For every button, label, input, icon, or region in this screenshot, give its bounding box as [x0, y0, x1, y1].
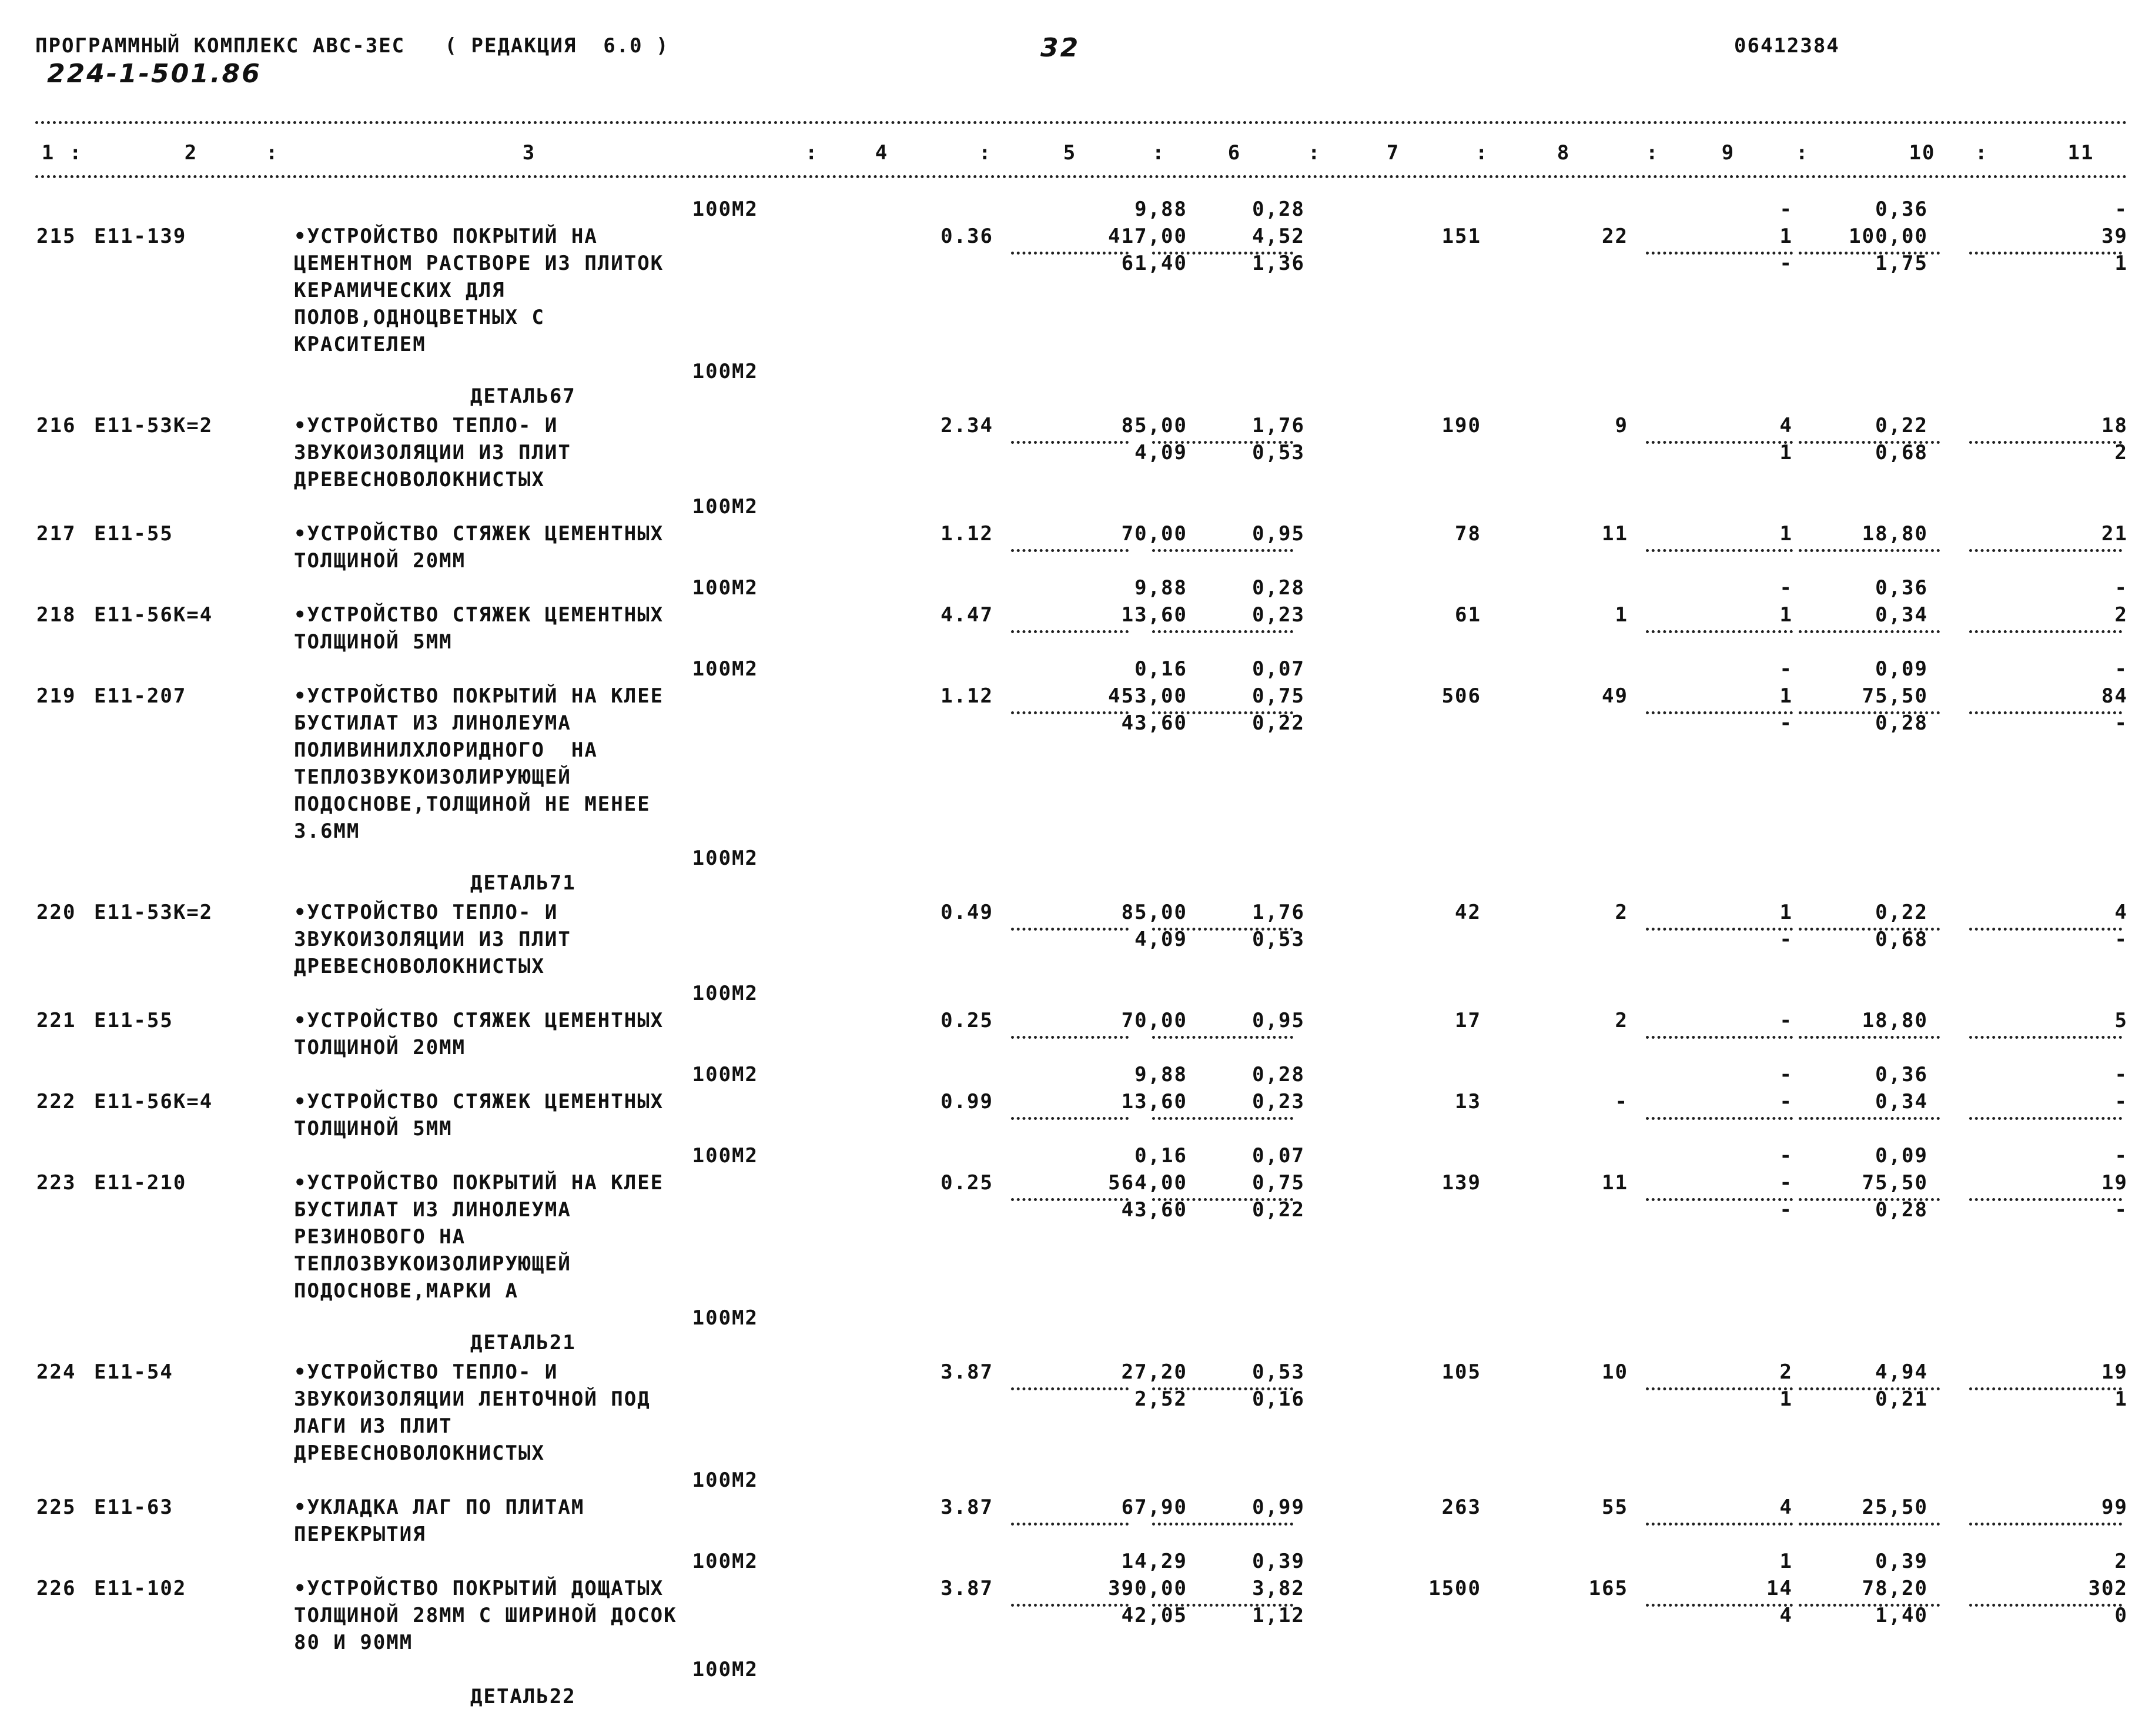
work-description: •УСТРОЙСТВО СТЯЖЕК ЦЕМЕНТНЫХ	[294, 1009, 664, 1032]
work-description: ЦЕМЕНТНОМ РАСТВОРЕ ИЗ ПЛИТОК	[294, 252, 664, 275]
dashed-separator	[1799, 549, 1940, 552]
work-description: ПОДОСНОВЕ,МАРКИ А	[294, 1279, 518, 1303]
norm-code: Е11-139	[94, 225, 187, 248]
col10-value: 75,50	[1862, 1171, 1928, 1195]
col11-top-value: 2	[2114, 1550, 2128, 1573]
work-description: ЛАГИ ИЗ ПЛИТ	[294, 1414, 453, 1438]
work-description: ТОЛЩИНОЙ 5ММ	[294, 630, 453, 654]
col5-bottom-value: 4,09	[1134, 441, 1187, 464]
column-separator: :	[979, 141, 992, 165]
col11-value: 5	[2114, 1009, 2128, 1032]
norm-code: Е11-210	[94, 1171, 187, 1195]
norm-code: Е11-54	[94, 1360, 173, 1384]
work-description: ДРЕВЕСНОВОЛОКНИСТЫХ	[294, 468, 545, 491]
work-description: ТЕПЛОЗВУКОИЗОЛИРУЮЩЕЙ	[294, 765, 571, 789]
quantity: 0.49	[941, 901, 993, 924]
col6-bottom-value: 0,16	[1252, 1387, 1305, 1411]
col9-value: 1	[1779, 901, 1793, 924]
col5-top-value: 9,88	[1134, 1063, 1187, 1086]
column-separator: :	[1646, 141, 1659, 165]
work-description: ТОЛЩИНОЙ 20ММ	[294, 549, 466, 573]
col6-value: 0,95	[1252, 522, 1305, 546]
col9-value: 1	[1779, 684, 1793, 708]
work-description: •УСТРОЙСТВО ПОКРЫТИЙ НА КЛЕЕ	[294, 1171, 664, 1195]
col5-value: 27,20	[1121, 1360, 1187, 1384]
work-description: ТОЛЩИНОЙ 20ММ	[294, 1036, 466, 1059]
row-unit: 100М2	[692, 1550, 758, 1573]
col9-bottom-value: 1	[1779, 441, 1793, 464]
dashed-separator	[1152, 1036, 1293, 1039]
work-description: •УСТРОЙСТВО ТЕПЛО- И	[294, 1360, 558, 1384]
dashed-separator	[1011, 549, 1129, 552]
col7-total: 139	[1441, 1171, 1481, 1195]
column-separator: :	[805, 141, 819, 165]
quantity: 0.99	[941, 1090, 993, 1113]
col5-bottom-value: 4,09	[1134, 928, 1187, 951]
col9-value: -	[1779, 1171, 1793, 1195]
dashed-separator	[1011, 1036, 1129, 1039]
row-unit: 100М2	[692, 576, 758, 600]
row-number: 220	[36, 901, 76, 924]
dashed-separator	[1152, 549, 1293, 552]
quantity: 0.25	[941, 1009, 993, 1032]
work-description: ЗВУКОИЗОЛЯЦИИ ИЗ ПЛИТ	[294, 928, 571, 951]
work-description: ЗВУКОИЗОЛЯЦИИ ИЗ ПЛИТ	[294, 441, 571, 464]
row-number: 219	[36, 684, 76, 708]
col7-total: 105	[1441, 1360, 1481, 1384]
col9-value: 14	[1766, 1577, 1793, 1600]
row-number: 223	[36, 1171, 76, 1195]
column-header-7: 7	[1386, 141, 1400, 165]
col8-total: 2	[1615, 1009, 1628, 1032]
col11-bottom-value: 0	[2114, 1604, 2128, 1627]
col9-top-value: -	[1779, 1063, 1793, 1086]
column-header-3: 3	[522, 141, 536, 165]
row-number: 226	[36, 1577, 76, 1600]
work-description: ПОЛОВ,ОДНОЦВЕТНЫХ С	[294, 306, 545, 329]
col9-bottom-value: 4	[1779, 1604, 1793, 1627]
col5-value: 417,00	[1108, 225, 1187, 248]
row-unit: 100М2	[692, 1469, 758, 1492]
col9-top-value: 1	[1779, 1550, 1793, 1573]
detail-label: ДЕТАЛЬ71	[470, 871, 576, 895]
norm-code: Е11-102	[94, 1577, 187, 1600]
column-header-6: 6	[1227, 141, 1241, 165]
row-number: 222	[36, 1090, 76, 1113]
col10-top-value: 0,09	[1875, 1144, 1928, 1168]
col11-value: -	[2114, 1090, 2128, 1113]
col7-total: 13	[1455, 1090, 1481, 1113]
col6-value: 1,76	[1252, 414, 1305, 437]
col5-bottom-value: 43,60	[1121, 711, 1187, 735]
col6-value: 0,75	[1252, 1171, 1305, 1195]
col10-bottom-value: 1,75	[1875, 252, 1928, 275]
col11-top-value: -	[2114, 1063, 2128, 1086]
dashed-separator	[1646, 1523, 1793, 1526]
norm-code: Е11-53К=2	[94, 901, 213, 924]
col7-total: 78	[1455, 522, 1481, 546]
col11-value: 19	[2101, 1360, 2128, 1384]
col8-total: 1	[1615, 603, 1628, 627]
work-description: БУСТИЛАТ ИЗ ЛИНОЛЕУМА	[294, 1198, 571, 1222]
col5-value: 70,00	[1121, 522, 1187, 546]
col6-bottom-value: 0,22	[1252, 711, 1305, 735]
work-description: БУСТИЛАТ ИЗ ЛИНОЛЕУМА	[294, 711, 571, 735]
col10-top-value: 0,39	[1875, 1550, 1928, 1573]
col11-top-value: -	[2114, 198, 2128, 221]
quantity: 3.87	[941, 1577, 993, 1600]
column-separator: :	[1152, 141, 1166, 165]
work-description: •УКЛАДКА ЛАГ ПО ПЛИТАМ	[294, 1496, 585, 1519]
col10-value: 0,34	[1875, 1090, 1928, 1113]
dashed-separator	[1969, 1523, 2122, 1526]
dashed-separator	[1799, 1523, 1940, 1526]
col6-value: 0,99	[1252, 1496, 1305, 1519]
col5-value: 67,90	[1121, 1496, 1187, 1519]
dashed-separator	[1646, 549, 1793, 552]
dashed-separator	[1646, 1036, 1793, 1039]
quantity: 1.12	[941, 684, 993, 708]
col6-value: 0,23	[1252, 1090, 1305, 1113]
row-unit: 100М2	[692, 657, 758, 681]
col8-total: 49	[1602, 684, 1628, 708]
col5-top-value: 0,16	[1134, 657, 1187, 681]
col6-value: 0,23	[1252, 603, 1305, 627]
row-unit: 100М2	[692, 495, 758, 519]
col10-bottom-value: 1,40	[1875, 1604, 1928, 1627]
column-header-11: 11	[2067, 141, 2094, 165]
col8-total: 9	[1615, 414, 1628, 437]
col5-bottom-value: 42,05	[1121, 1604, 1187, 1627]
col9-value: -	[1779, 1090, 1793, 1113]
row-unit: 100М2	[692, 982, 758, 1005]
dashed-separator	[1799, 1117, 1940, 1120]
col10-value: 0,34	[1875, 603, 1928, 627]
col5-value: 13,60	[1121, 603, 1187, 627]
row-unit: 100М2	[692, 1306, 758, 1330]
col9-bottom-value: 1	[1779, 1387, 1793, 1411]
work-description: •УСТРОЙСТВО СТЯЖЕК ЦЕМЕНТНЫХ	[294, 1090, 664, 1113]
work-description: РЕЗИНОВОГО НА	[294, 1225, 466, 1249]
row-unit: 100М2	[692, 198, 758, 221]
col5-top-value: 9,88	[1134, 198, 1187, 221]
col9-value: 1	[1779, 522, 1793, 546]
col10-value: 4,94	[1875, 1360, 1928, 1384]
col6-bottom-value: 1,12	[1252, 1604, 1305, 1627]
col7-total: 506	[1441, 684, 1481, 708]
col10-value: 100,00	[1849, 225, 1928, 248]
work-description: •УСТРОЙСТВО ТЕПЛО- И	[294, 901, 558, 924]
col8-total: 2	[1615, 901, 1628, 924]
col10-bottom-value: 0,68	[1875, 441, 1928, 464]
col11-value: 99	[2101, 1496, 2128, 1519]
col5-top-value: 9,88	[1134, 576, 1187, 600]
col11-value: 2	[2114, 603, 2128, 627]
col11-value: 4	[2114, 901, 2128, 924]
col10-value: 18,80	[1862, 1009, 1928, 1032]
row-number: 225	[36, 1496, 76, 1519]
col9-value: -	[1779, 1009, 1793, 1032]
col11-bottom-value: -	[2114, 928, 2128, 951]
col7-total: 61	[1455, 603, 1481, 627]
col9-value: 1	[1779, 225, 1793, 248]
row-number: 224	[36, 1360, 76, 1384]
work-description: ТОЛЩИНОЙ 5ММ	[294, 1117, 453, 1140]
dashed-separator	[35, 121, 2128, 124]
work-description: ЗВУКОИЗОЛЯЦИИ ЛЕНТОЧНОЙ ПОД	[294, 1387, 651, 1411]
col10-bottom-value: 0,21	[1875, 1387, 1928, 1411]
col5-value: 453,00	[1108, 684, 1187, 708]
col5-top-value: 0,16	[1134, 1144, 1187, 1168]
dashed-separator	[1152, 1117, 1293, 1120]
dashed-separator	[1799, 1036, 1940, 1039]
col9-value: 1	[1779, 603, 1793, 627]
col6-bottom-value: 0,22	[1252, 1198, 1305, 1222]
col6-value: 3,82	[1252, 1577, 1305, 1600]
col5-top-value: 14,29	[1121, 1550, 1187, 1573]
dashed-separator	[1969, 549, 2122, 552]
detail-label: ДЕТАЛЬ67	[470, 384, 576, 408]
quantity: 3.87	[941, 1496, 993, 1519]
column-header-9: 9	[1721, 141, 1735, 165]
col8-total: 55	[1602, 1496, 1628, 1519]
work-description: ТОЛЩИНОЙ 28ММ С ШИРИНОЙ ДОСОК	[294, 1604, 677, 1627]
col10-top-value: 0,36	[1875, 1063, 1928, 1086]
work-description: ПОДОСНОВЕ,ТОЛЩИНОЙ НЕ МЕНЕЕ	[294, 792, 651, 816]
col6-top-value: 0,07	[1252, 1144, 1305, 1168]
col7-total: 151	[1441, 225, 1481, 248]
quantity: 0.25	[941, 1171, 993, 1195]
work-description: •УСТРОЙСТВО ПОКРЫТИЙ НА КЛЕЕ	[294, 684, 664, 708]
quantity: 0.36	[941, 225, 993, 248]
col6-bottom-value: 0,53	[1252, 928, 1305, 951]
col11-value: 39	[2101, 225, 2128, 248]
col5-value: 85,00	[1121, 414, 1187, 437]
col10-bottom-value: 0,28	[1875, 711, 1928, 735]
col6-top-value: 0,28	[1252, 198, 1305, 221]
col9-value: 4	[1779, 414, 1793, 437]
col6-top-value: 0,07	[1252, 657, 1305, 681]
col11-top-value: -	[2114, 576, 2128, 600]
col9-bottom-value: -	[1779, 711, 1793, 735]
column-header-2: 2	[184, 141, 198, 165]
dashed-separator	[1152, 630, 1293, 633]
work-description: 80 И 90ММ	[294, 1631, 413, 1654]
column-separator: :	[1796, 141, 1809, 165]
col5-value: 13,60	[1121, 1090, 1187, 1113]
dashed-separator	[1969, 1036, 2122, 1039]
work-description: •УСТРОЙСТВО ТЕПЛО- И	[294, 414, 558, 437]
col6-top-value: 0,28	[1252, 576, 1305, 600]
work-description: ПЕРЕКРЫТИЯ	[294, 1523, 426, 1546]
col6-value: 1,76	[1252, 901, 1305, 924]
column-header-5: 5	[1063, 141, 1077, 165]
norm-code: Е11-53К=2	[94, 414, 213, 437]
column-separator: :	[1475, 141, 1489, 165]
col6-value: 0,53	[1252, 1360, 1305, 1384]
col9-top-value: -	[1779, 1144, 1793, 1168]
col9-bottom-value: -	[1779, 252, 1793, 275]
quantity: 1.12	[941, 522, 993, 546]
col10-bottom-value: 0,28	[1875, 1198, 1928, 1222]
dashed-separator	[1969, 630, 2122, 633]
col7-total: 1500	[1428, 1577, 1481, 1600]
footer-unit: 100М2	[692, 1658, 758, 1681]
work-description: ТЕПЛОЗВУКОИЗОЛИРУЮЩЕЙ	[294, 1252, 571, 1276]
dashed-separator	[1152, 1523, 1293, 1526]
col11-bottom-value: 2	[2114, 441, 2128, 464]
col10-value: 75,50	[1862, 684, 1928, 708]
col10-top-value: 0,09	[1875, 657, 1928, 681]
work-description: •УСТРОЙСТВО ПОКРЫТИЙ ДОЩАТЫХ	[294, 1577, 664, 1600]
work-description: ДРЕВЕСНОВОЛОКНИСТЫХ	[294, 955, 545, 978]
column-separator: :	[266, 141, 279, 165]
footer-detail: ДЕТАЛЬ22	[470, 1685, 576, 1708]
column-header-4: 4	[875, 141, 889, 165]
col9-value: 4	[1779, 1496, 1793, 1519]
col10-value: 0,22	[1875, 414, 1928, 437]
col6-value: 0,75	[1252, 684, 1305, 708]
col11-bottom-value: 1	[2114, 252, 2128, 275]
quantity: 3.87	[941, 1360, 993, 1384]
column-separator: :	[1308, 141, 1321, 165]
col10-bottom-value: 0,68	[1875, 928, 1928, 951]
row-unit: 100М2	[692, 360, 758, 383]
column-header-8: 8	[1557, 141, 1571, 165]
col5-bottom-value: 61,40	[1121, 252, 1187, 275]
work-description: ДРЕВЕСНОВОЛОКНИСТЫХ	[294, 1441, 545, 1465]
col6-value: 4,52	[1252, 225, 1305, 248]
col10-value: 25,50	[1862, 1496, 1928, 1519]
col10-top-value: 0,36	[1875, 198, 1928, 221]
col5-value: 390,00	[1108, 1577, 1187, 1600]
col5-bottom-value: 43,60	[1121, 1198, 1187, 1222]
norm-code: Е11-56К=4	[94, 603, 213, 627]
col10-value: 78,20	[1862, 1577, 1928, 1600]
col6-bottom-value: 0,53	[1252, 441, 1305, 464]
document-number: 06412384	[1734, 34, 1840, 58]
col8-total: -	[1615, 1090, 1628, 1113]
col9-bottom-value: -	[1779, 928, 1793, 951]
norm-code: Е11-55	[94, 1009, 173, 1032]
dashed-separator	[1646, 1117, 1793, 1120]
col11-value: 21	[2101, 522, 2128, 546]
program-title: ПРОГРАММНЫЙ КОМПЛЕКС АВС-3ЕС ( РЕДАКЦИЯ 6.0 )	[35, 34, 670, 58]
row-number: 217	[36, 522, 76, 546]
dashed-separator	[1011, 1117, 1129, 1120]
col5-value: 85,00	[1121, 901, 1187, 924]
row-unit: 100М2	[692, 1063, 758, 1086]
work-description: ПОЛИВИНИЛХЛОРИДНОГО НА	[294, 738, 598, 762]
col5-bottom-value: 2,52	[1134, 1387, 1187, 1411]
col11-bottom-value: -	[2114, 1198, 2128, 1222]
col8-total: 10	[1602, 1360, 1628, 1384]
quantity: 4.47	[941, 603, 993, 627]
quantity: 2.34	[941, 414, 993, 437]
col6-top-value: 0,39	[1252, 1550, 1305, 1573]
col11-value: 19	[2101, 1171, 2128, 1195]
col6-value: 0,95	[1252, 1009, 1305, 1032]
work-description: •УСТРОЙСТВО ПОКРЫТИЙ НА	[294, 225, 598, 248]
col7-total: 17	[1455, 1009, 1481, 1032]
dashed-separator	[35, 175, 2128, 178]
row-number: 216	[36, 414, 76, 437]
col11-top-value: -	[2114, 657, 2128, 681]
row-number: 215	[36, 225, 76, 248]
detail-label: ДЕТАЛЬ21	[470, 1331, 576, 1354]
dashed-separator	[1799, 630, 1940, 633]
row-unit: 100М2	[692, 1144, 758, 1168]
work-description: КРАСИТЕЛЕМ	[294, 333, 426, 356]
col10-top-value: 0,36	[1875, 576, 1928, 600]
col10-value: 18,80	[1862, 522, 1928, 546]
dashed-separator	[1011, 630, 1129, 633]
col8-total: 22	[1602, 225, 1628, 248]
norm-code: Е11-56К=4	[94, 1090, 213, 1113]
col7-total: 42	[1455, 901, 1481, 924]
col7-total: 190	[1441, 414, 1481, 437]
column-separator: :	[1975, 141, 1989, 165]
col9-top-value: -	[1779, 657, 1793, 681]
col8-total: 11	[1602, 1171, 1628, 1195]
col5-value: 564,00	[1108, 1171, 1187, 1195]
page-number: 32	[1040, 33, 1080, 63]
column-header-1: 1	[41, 141, 55, 165]
col11-bottom-value: -	[2114, 711, 2128, 735]
col11-value: 84	[2101, 684, 2128, 708]
col11-value: 18	[2101, 414, 2128, 437]
col11-bottom-value: 1	[2114, 1387, 2128, 1411]
row-unit: 100М2	[692, 847, 758, 870]
work-description: •УСТРОЙСТВО СТЯЖЕК ЦЕМЕНТНЫХ	[294, 522, 664, 546]
col7-total: 263	[1441, 1496, 1481, 1519]
handwritten-code: 224-1-501.86	[47, 59, 262, 89]
column-separator: :	[69, 141, 83, 165]
col8-total: 165	[1588, 1577, 1628, 1600]
col8-total: 11	[1602, 522, 1628, 546]
col10-value: 0,22	[1875, 901, 1928, 924]
dashed-separator	[1646, 630, 1793, 633]
row-number: 221	[36, 1009, 76, 1032]
col11-top-value: -	[2114, 1144, 2128, 1168]
row-number: 218	[36, 603, 76, 627]
col5-value: 70,00	[1121, 1009, 1187, 1032]
col9-top-value: -	[1779, 198, 1793, 221]
work-description: 3.6ММ	[294, 820, 360, 843]
work-description: •УСТРОЙСТВО СТЯЖЕК ЦЕМЕНТНЫХ	[294, 603, 664, 627]
norm-code: Е11-207	[94, 684, 187, 708]
work-description: КЕРАМИЧЕСКИХ ДЛЯ	[294, 279, 506, 302]
dashed-separator	[1011, 1523, 1129, 1526]
norm-code: Е11-63	[94, 1496, 173, 1519]
col9-bottom-value: -	[1779, 1198, 1793, 1222]
column-header-10: 10	[1909, 141, 1936, 165]
col9-value: 2	[1779, 1360, 1793, 1384]
col9-top-value: -	[1779, 576, 1793, 600]
col11-value: 302	[2088, 1577, 2128, 1600]
dashed-separator	[1969, 1117, 2122, 1120]
col6-bottom-value: 1,36	[1252, 252, 1305, 275]
col6-top-value: 0,28	[1252, 1063, 1305, 1086]
norm-code: Е11-55	[94, 522, 173, 546]
